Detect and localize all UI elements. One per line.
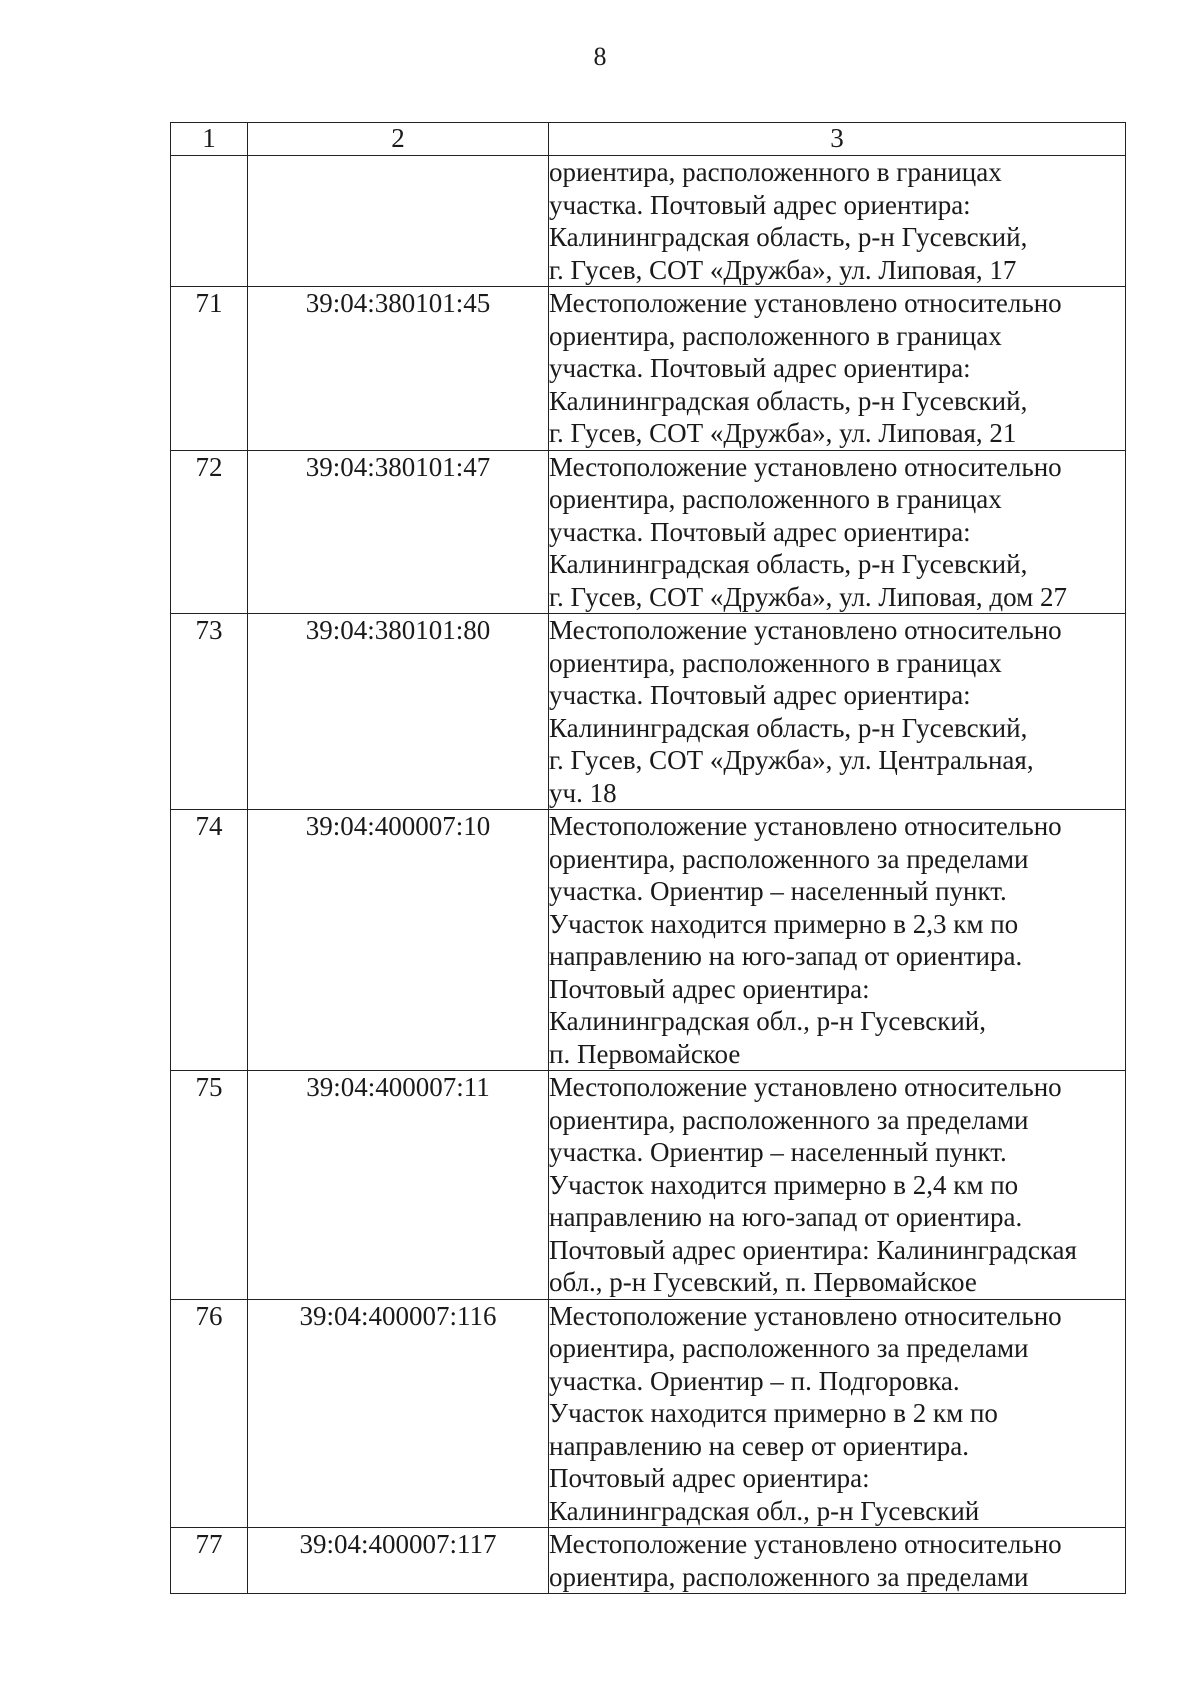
row-number	[171, 156, 248, 287]
cadastral-number: 39:04:400007:11	[248, 1071, 549, 1300]
table-row	[171, 156, 1126, 287]
location-description: Местоположение установлено относительно ориентира, расположенного в границах участка. Почтовый адрес ориентира: Калининградская область, р-н Гусевский, г. Гусев, СОТ «Дружба», ул. Липовая, 21	[549, 287, 1126, 451]
location-description: ориентира, расположенного в границах участка. Почтовый адрес ориентира: Калининградская область, р-н Гусевский, г. Гусев, СОТ «Дружба», ул. Липовая, 17	[549, 156, 1126, 287]
table-row	[171, 810, 1126, 1071]
cadastral-number: 39:04:380101:80	[248, 614, 549, 810]
location-description: Местоположение установлено относительно ориентира, расположенного за пределами участка. Ориентир – населенный пункт. Участок находится примерно в 2,3 км по направлению на юго-запад от ориентира. Почтовый адрес ориентира: Калининградская обл., р-н Гусевский, п. Первомайское	[549, 810, 1126, 1071]
row-number: 77	[171, 1528, 248, 1594]
location-description: Местоположение установлено относительно ориентира, расположенного в границах участка. Почтовый адрес ориентира: Калининградская область, р-н Гусевский, г. Гусев, СОТ «Дружба», ул. Центральная, уч. 18	[549, 614, 1126, 810]
location-description: Местоположение установлено относительно ориентира, расположенного за пределами участка. Ориентир – п. Подгоровка. Участок находится примерно в 2 км по направлению на север от ориентира. Почтовый адрес ориентира: Калининградская обл., р-н Гусевский	[549, 1299, 1126, 1528]
table-header-row	[171, 123, 1126, 156]
table-row	[171, 1299, 1126, 1528]
land-plots-table	[170, 122, 1126, 1594]
row-number: 73	[171, 614, 248, 810]
row-number: 76	[171, 1299, 248, 1528]
location-description: Местоположение установлено относительно ориентира, расположенного в границах участка. Почтовый адрес ориентира: Калининградская область, р-н Гусевский, г. Гусев, СОТ «Дружба», ул. Липовая, дом 27	[549, 450, 1126, 614]
cadastral-number: 39:04:380101:45	[248, 287, 549, 451]
table-row	[171, 450, 1126, 614]
table-row	[171, 1071, 1126, 1300]
location-description: Местоположение установлено относительно ориентира, расположенного за пределами участка. Ориентир – населенный пункт. Участок находится примерно в 2,4 км по направлению на юго-запад от ориентира. Почтовый адрес ориентира: Калининградская обл., р-н Гусевский, п. Первомайское	[549, 1071, 1126, 1300]
cadastral-number: 39:04:400007:117	[248, 1528, 549, 1594]
cadastral-number: 39:04:400007:116	[248, 1299, 549, 1528]
row-number: 74	[171, 810, 248, 1071]
cadastral-number: 39:04:380101:47	[248, 450, 549, 614]
cadastral-number: 39:04:400007:10	[248, 810, 549, 1071]
cadastral-number	[248, 156, 549, 287]
column-header-description: 3	[549, 123, 1126, 156]
table-row	[171, 287, 1126, 451]
column-header-cadastral: 2	[248, 123, 549, 156]
table-row	[171, 614, 1126, 810]
column-header-number: 1	[171, 123, 248, 156]
row-number: 75	[171, 1071, 248, 1300]
page-number: 8	[593, 42, 607, 71]
row-number: 71	[171, 287, 248, 451]
table-row	[171, 1528, 1126, 1594]
row-number: 72	[171, 450, 248, 614]
location-description: Местоположение установлено относительно ориентира, расположенного за пределами	[549, 1528, 1126, 1594]
